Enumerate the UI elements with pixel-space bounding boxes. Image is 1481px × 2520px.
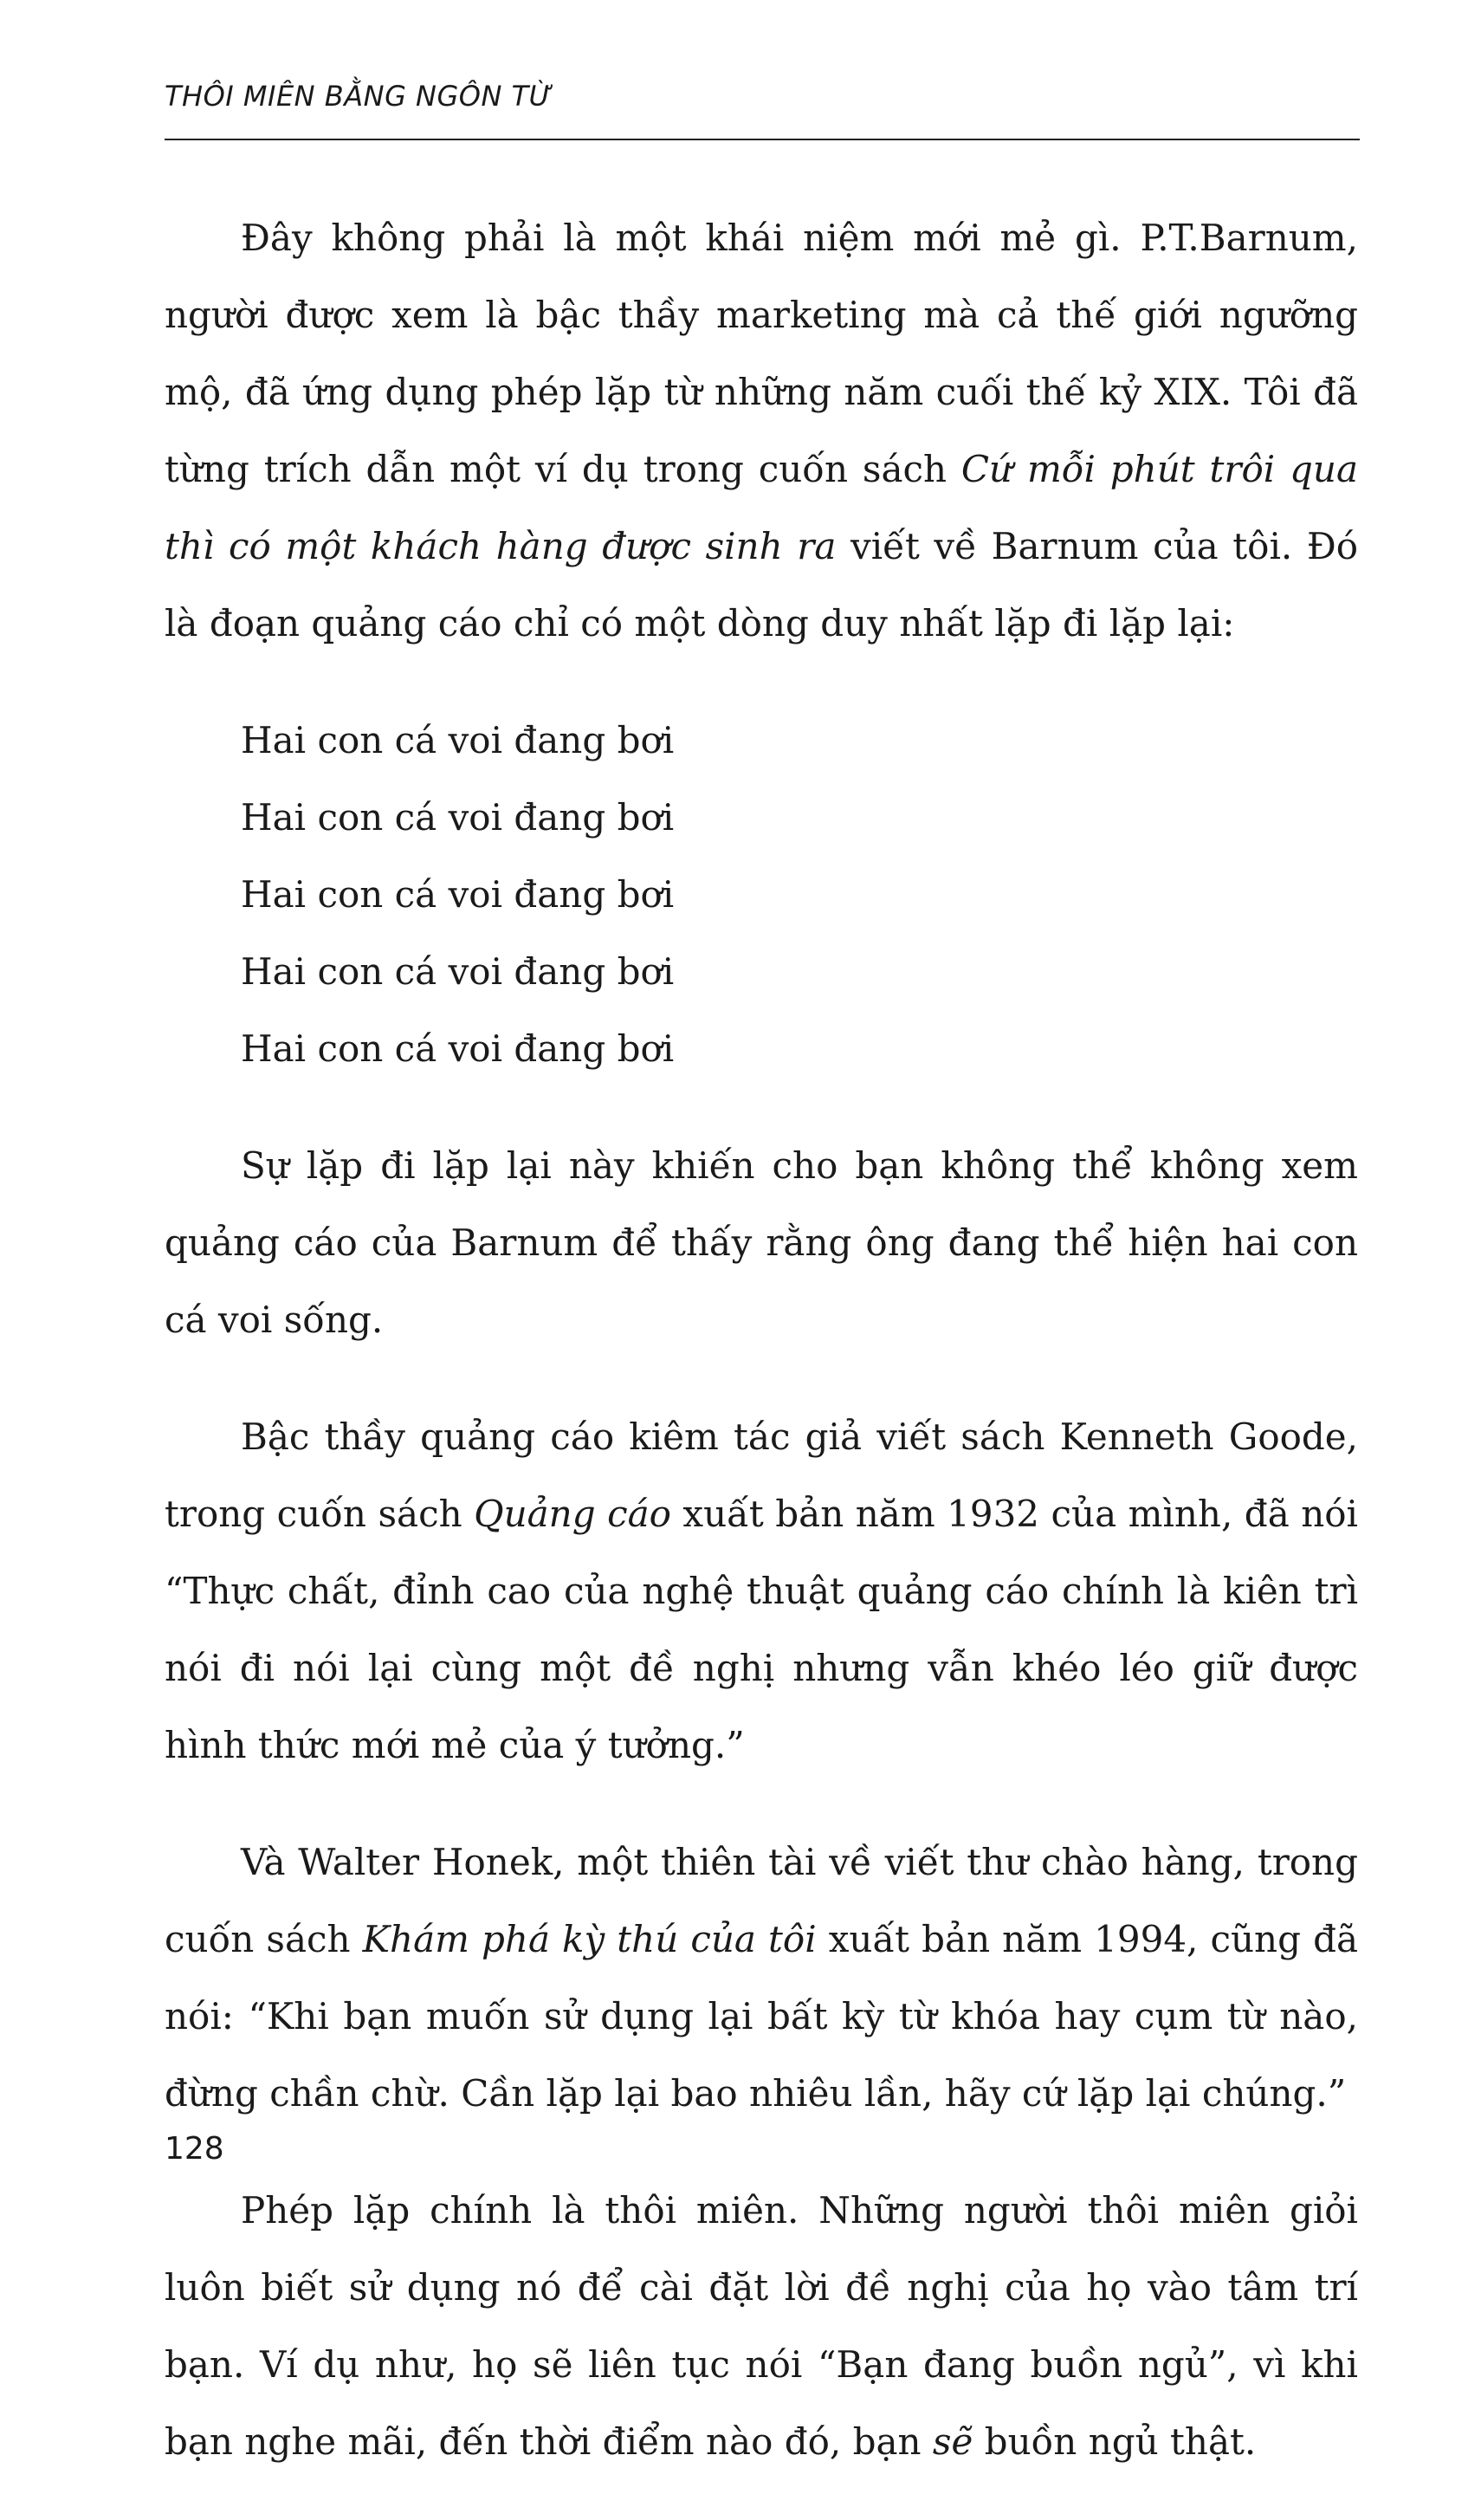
paragraph-text: Và Walter Honek, một thiên tài về viết thư chào hàng, trong cuốn sách (165, 1841, 1358, 1960)
page-body (165, 199, 1358, 2520)
paragraph-text: viết về Barnum của tôi. Đó là đoạn quảng cáo chỉ có một dòng duy nhất lặp đi lặp lại: (165, 525, 1359, 645)
ad-line: Hai con cá voi đang bơi (241, 1027, 675, 1070)
paragraph-text: xuất bản năm 1932 của mình, đã nói “Thực chất, đỉnh cao của nghệ thuật quảng cáo chính là kiên trì nói đi nói lại cùng một đề nghị nhưng vẫn khéo léo giữ được hình thức mới mẻ của ý tưởng.” (165, 1493, 1358, 1766)
page-number: 128 (165, 2131, 224, 2167)
paragraph-repetition-effect: Sự lặp đi lặp lại này khiến cho bạn không thể không xem quảng cáo của Barnum để thấy rằng ông đang thể hiện hai con cá voi sống. (165, 1144, 1358, 1341)
book-title: Cứ mỗi phút trôi qua thì có một khách hàng được sinh ra (165, 448, 1358, 567)
paragraph-kenneth-goode (165, 1398, 1358, 1784)
paragraph-text: xuất bản năm 1994, cũng đã nói: “Khi bạn muốn sử dụng lại bất kỳ từ khóa hay cụm từ nào, đừng chần chừ. Cần lặp lại bao nhiêu lần, hãy cứ lặp lại chúng.” (165, 1918, 1358, 2115)
paragraph-text: Bậc thầy quảng cáo kiêm tác giả viết sách Kenneth Goode, trong cuốn sách (165, 1415, 1358, 1535)
header-rule (165, 139, 1360, 140)
emphasis-word: sẽ (932, 2420, 973, 2463)
running-header: THÔI MIÊN BẰNG NGÔN TỪ (165, 80, 553, 113)
paragraph-text: Đây không phải là một khái niệm mới mẻ gì. P.T.Barnum, người được xem là bậc thầy marketing mà cả thế giới ngưỡng mộ, đã ứng dụng phép lặp từ những năm cuối thế kỷ XIX. Tôi đã từng trích dẫn một ví dụ trong cuốn sách (165, 217, 1358, 490)
ad-line: Hai con cá voi đang bơi (241, 950, 675, 993)
paragraph-text: Phép lặp chính là thôi miên. Những người thôi miên giỏi luôn biết sử dụng nó để cài đặt lời đề nghị của họ vào tâm trí bạn. Ví dụ như, họ sẽ liên tục nói “Bạn đang buồn ngủ”, vì khi bạn nghe mãi, đến thời điểm nào đó, bạn (165, 2189, 1358, 2463)
book-title: Quảng cáo (474, 1493, 671, 1535)
ad-line: Hai con cá voi đang bơi (241, 719, 675, 761)
book-title: Khám phá kỳ thú của tôi (362, 1918, 817, 1960)
paragraph-hypnosis (165, 2172, 1358, 2480)
repeated-ad-lines (165, 702, 1358, 1087)
paragraph-text: buồn ngủ thật. (973, 2420, 1257, 2463)
paragraph-walter-honek (165, 1824, 1358, 2132)
ad-line: Hai con cá voi đang bơi (241, 873, 675, 916)
ad-line: Hai con cá voi đang bơi (241, 796, 675, 839)
paragraph-barnum (165, 199, 1358, 662)
